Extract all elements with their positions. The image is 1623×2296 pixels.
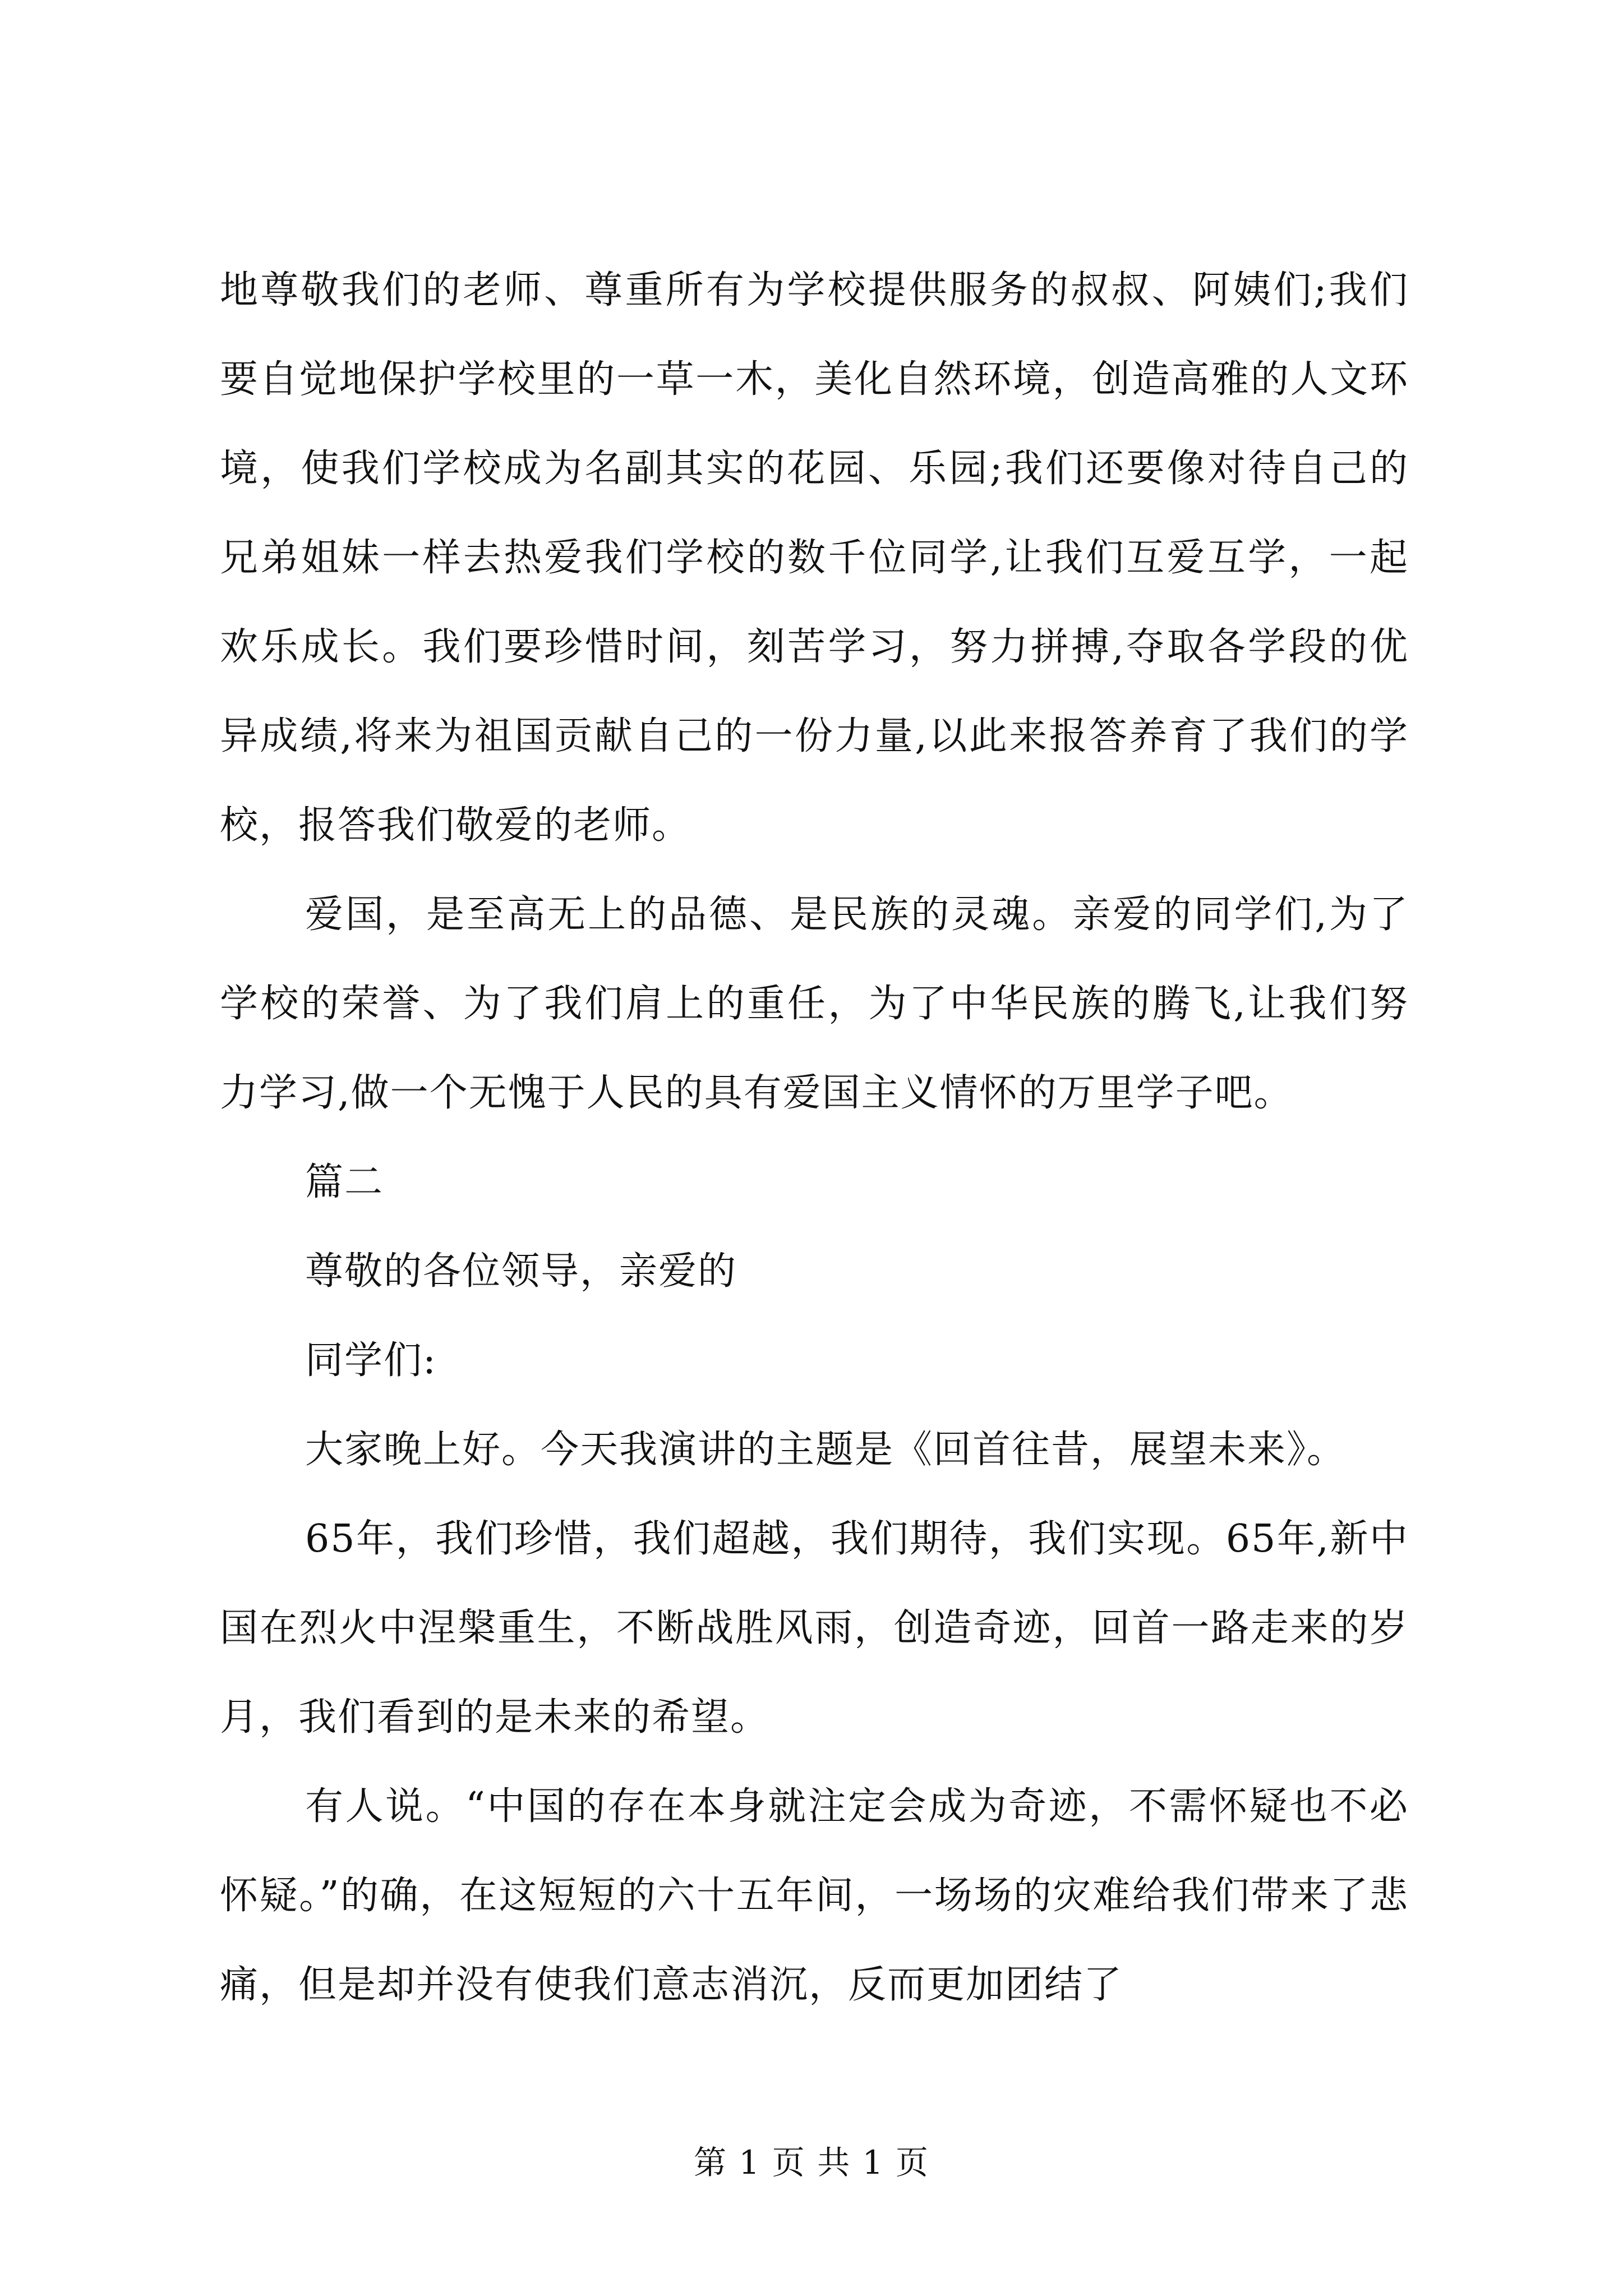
page-number-footer: 第 1 页 共 1 页 <box>694 2143 929 2182</box>
paragraph-greeting: 大家晚上好。今天我演讲的主题是《回首往昔，展望未来》。 <box>305 1428 1347 1472</box>
salutation-leaders: 尊敬的各位领导，亲爱的 <box>305 1249 737 1294</box>
paragraph-continued: 地尊敬我们的老师、尊重所有为学校提供服务的叔叔、阿姨们;我们要自觉地保护学校里的一草一木，美化自然环境，创造高雅的人文环境，使我们学校成为名副其实的花园、乐园;我们还要像对待自己的兄弟姐妹一样去热爱我们学校的数千位同学,让我们互爱互学，一起欢乐成长。我们要珍惜时间，刻苦学习，努力拼搏,夺取各学段的优异成绩,将来为祖国贡献自己的一份力量,以此来报答养育了我们的学校，报答我们敬爱的老师。 <box>220 268 1409 848</box>
paragraph-65-years: 65年，我们珍惜，我们超越，我们期待，我们实现。65年,新中国在烈火中涅槃重生，不断战胜风雨，创造奇迹，回首一路走来的岁月，我们看到的是未来的希望。 <box>220 1517 1409 1740</box>
document-body <box>220 246 1409 2030</box>
paragraph-patriotism: 爱国，是至高无上的品德、是民族的灵魂。亲爱的同学们,为了学校的荣誉、为了我们肩上的重任，为了中华民族的腾飞,让我们努力学习,做一个无愧于人民的具有爱国主义情怀的万里学子吧。 <box>220 892 1409 1115</box>
paragraph-miracle: 有人说。“中国的存在本身就注定会成为奇迹，不需怀疑也不必怀疑。”的确，在这短短的六十五年间，一场场的灾难给我们带来了悲痛，但是却并没有使我们意志消沉，反而更加团结了 <box>220 1784 1409 2007</box>
salutation-students: 同学们: <box>305 1338 437 1383</box>
section-heading-part-two: 篇二 <box>305 1160 384 1204</box>
